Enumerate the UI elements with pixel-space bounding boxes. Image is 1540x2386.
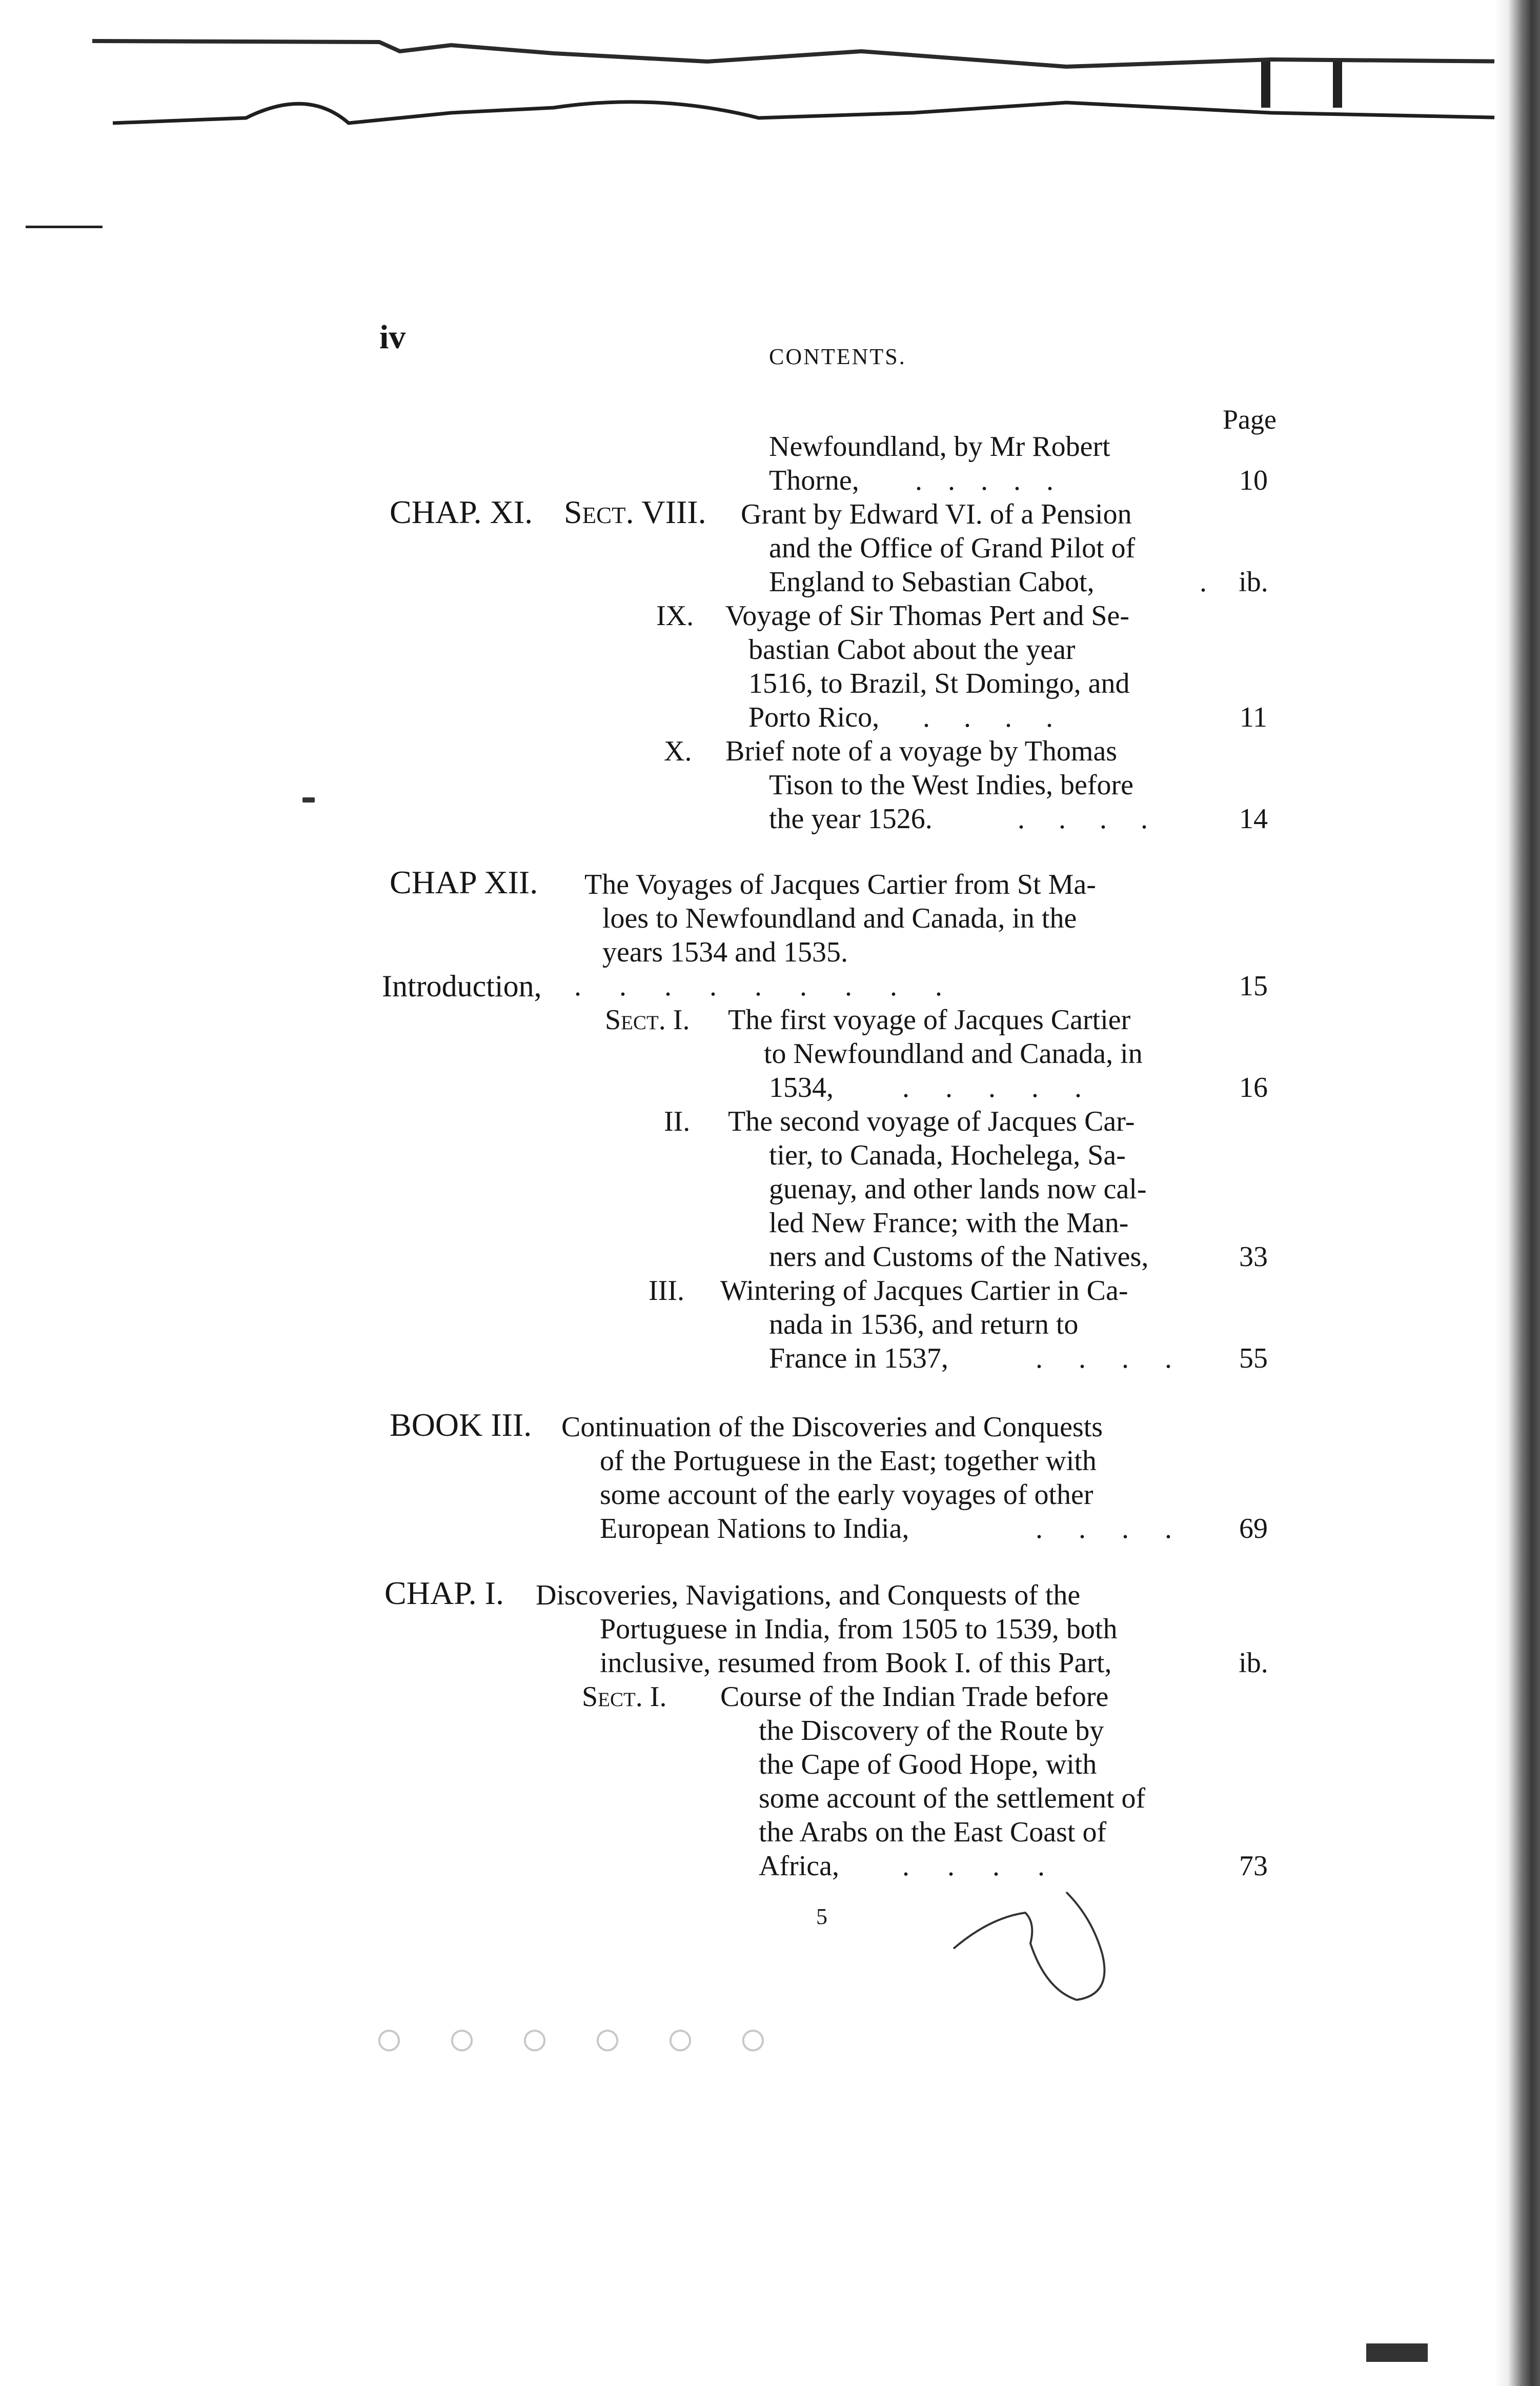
toc-line: Thorne, (769, 465, 859, 496)
toc-line: the year 1526. (769, 803, 933, 835)
section-number: IX. (656, 600, 694, 632)
toc-line: Portuguese in India, from 1505 to 1539, both (600, 1613, 1118, 1645)
section-number: III. (649, 1275, 684, 1307)
signature-mark: 5 (816, 1904, 827, 1929)
toc-line: Grant by Edward VI. of a Pension (741, 498, 1132, 530)
toc-line: Porto Rico, (748, 701, 880, 733)
section-label: Sect. VIII. (564, 494, 706, 530)
page-number: 33 (1239, 1241, 1268, 1273)
page-number: ib. (1239, 1647, 1268, 1679)
toc-line: England to Sebastian Cabot, (769, 566, 1095, 598)
toc-line: the Cape of Good Hope, with (759, 1749, 1097, 1780)
page-number: ib. (1239, 566, 1268, 598)
toc-line: nada in 1536, and return to (769, 1309, 1079, 1340)
toc-line: inclusive, resumed from Book I. of this Part, (600, 1647, 1112, 1679)
toc-line: Brief note of a voyage by Thomas (725, 735, 1118, 767)
toc-line: the Arabs on the East Coast of (759, 1816, 1107, 1848)
toc-line: ners and Customs of the Natives, (769, 1241, 1149, 1273)
dot-leader: . . . . (1018, 803, 1161, 835)
toc-line: tier, to Canada, Hochelega, Sa- (769, 1139, 1126, 1171)
toc-line: to Newfoundland and Canada, in (764, 1038, 1143, 1070)
toc-line: the Discovery of the Route by (759, 1715, 1104, 1747)
toc-line: and the Office of Grand Pilot of (769, 532, 1136, 564)
dot-leader: . . . . (902, 1850, 1060, 1882)
toc-line: Continuation of the Discoveries and Conquests (561, 1411, 1103, 1443)
page-number: 14 (1239, 803, 1268, 835)
chapter-label: CHAP. XI. (390, 494, 533, 530)
toc-line: Tison to the West Indies, before (769, 769, 1133, 801)
toc-line: some account of the early voyages of other (600, 1479, 1093, 1511)
toc-line: bastian Cabot about the year (748, 634, 1076, 666)
dot-leader: . . . . . (915, 465, 1063, 496)
page-number: 16 (1239, 1072, 1268, 1104)
toc-line: France in 1537, (769, 1342, 948, 1374)
toc-line: Discoveries, Navigations, and Conquests of the (536, 1579, 1081, 1611)
page-number: 10 (1239, 465, 1268, 496)
page-number: 55 (1239, 1342, 1268, 1374)
ink-speck (302, 797, 315, 803)
toc-line: Course of the Indian Trade before (720, 1681, 1109, 1713)
folio-number: iv (379, 318, 406, 356)
dot-leader: . . . . (923, 701, 1066, 733)
section-number: X. (664, 735, 692, 767)
toc-line: 1534, (769, 1072, 834, 1104)
book-label: BOOK III. (390, 1407, 532, 1443)
dot-leader: . (1200, 566, 1207, 598)
page-number: 73 (1239, 1850, 1268, 1882)
toc-line: guenay, and other lands now cal- (769, 1173, 1147, 1205)
margin-rule-mark (26, 226, 103, 228)
dot-leader: . . . . (1036, 1513, 1186, 1545)
toc-line: The Voyages of Jacques Cartier from St Ma- (584, 869, 1096, 900)
toc-line: The second voyage of Jacques Car- (728, 1106, 1135, 1137)
toc-line: of the Portuguese in the East; together with (600, 1445, 1097, 1477)
toc-line: The first voyage of Jacques Cartier (728, 1004, 1131, 1036)
introduction-label: Introduction, (382, 969, 542, 1003)
faded-library-stamp: ○ ○ ○ ○ ○ ○ (374, 2011, 783, 2066)
toc-line: years 1534 and 1535. (602, 936, 848, 968)
top-edge-smudge (92, 31, 1517, 133)
toc-line: loes to Newfoundland and Canada, in the (602, 903, 1077, 934)
section-number: II. (664, 1106, 691, 1137)
toc-line: Newfoundland, by Mr Robert (769, 431, 1110, 463)
toc-line: some account of the settlement of (759, 1782, 1146, 1814)
section-label: Sect. I. (605, 1004, 690, 1036)
toc-line: led New France; with the Man- (769, 1207, 1129, 1239)
toc-line: Voyage of Sir Thomas Pert and Se- (725, 600, 1130, 632)
pen-scribble (948, 1887, 1143, 2010)
page-number: 69 (1239, 1513, 1268, 1545)
page-column-heading: Page (1223, 404, 1276, 435)
toc-line: Africa, (759, 1850, 840, 1882)
chapter-label: CHAP. I. (384, 1575, 504, 1611)
running-head: CONTENTS. (769, 344, 906, 369)
dot-leader: . . . . (1036, 1342, 1186, 1374)
page-number: 11 (1240, 701, 1267, 733)
binding-edge-shadow (1494, 0, 1540, 2386)
toc-line: European Nations to India, (600, 1513, 909, 1545)
toc-line: Wintering of Jacques Cartier in Ca- (720, 1275, 1128, 1307)
section-label: Sect. I. (582, 1681, 667, 1713)
corner-ink-mark (1366, 2338, 1428, 2364)
chapter-label: CHAP XII. (390, 864, 538, 900)
toc-line: 1516, to Brazil, St Domingo, and (748, 668, 1130, 699)
dot-leader: . . . . . (902, 1072, 1096, 1104)
dot-leader: . . . . . . . . . (574, 970, 958, 1002)
page-number: 15 (1239, 970, 1268, 1002)
